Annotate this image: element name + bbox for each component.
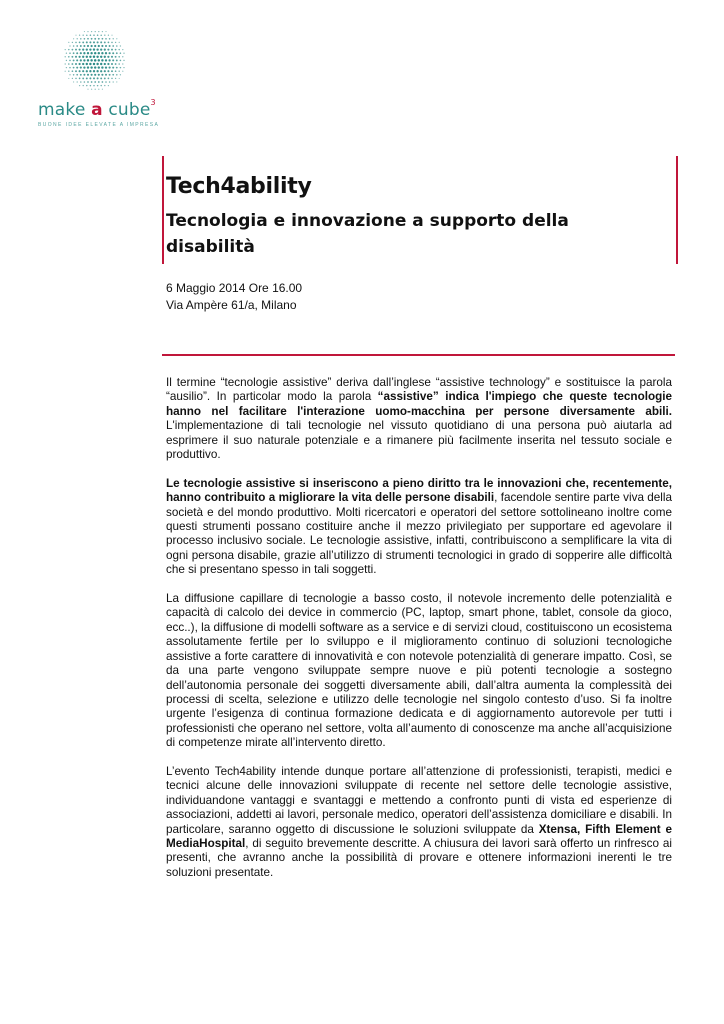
text-run: , di seguito brevemente descritte. A chiusura dei lavori sarà offerto un rinfresco ai presenti, che avranno anche la possibilità di provare e ottenere informazioni inerenti le tre soluzioni presentate. (166, 836, 672, 879)
text-run: Xtensa, Fifth Element e MediaHospital (166, 822, 673, 850)
logo-tagline: BUONE IDEE ELEVATE A IMPRESA (38, 122, 160, 128)
logo-brand-suffix: cube (102, 100, 151, 120)
company-logo (34, 26, 174, 136)
page-title: Tech4ability (166, 174, 312, 199)
body-paragraph-3 (166, 592, 672, 750)
document-body (166, 376, 672, 895)
body-paragraph-1 (166, 376, 672, 462)
text-run: “assistive” indica l'impiego che queste tecnologie hanno nel facilitare l'interazione uomo-macchina per persone diversamente abili. (166, 390, 672, 418)
dotted-sphere-icon (54, 26, 134, 98)
body-paragraph-2 (166, 477, 672, 578)
logo-brand-sup: 3 (150, 98, 156, 107)
text-run: Le tecnologie assistive si inseriscono a pieno diritto tra le innovazioni che, recentemente, hanno contribuito a migliorare la vita delle persone disabili (166, 476, 672, 505)
text-run: La diffusione capillare di tecnologie a basso costo, il notevole incremento delle potenzialità e capacità di calcolo dei device in commercio (PC, laptop, smart phone, tablet, console da gioco, ecc..), la diffusione di modelli software as a service e di servizi cloud, costituiscono un ecosistema assolutamente fertile per lo sviluppo e il miglioramento continuo di soluzioni tecnologiche assistive a forte carattere di innovatività e con notevole potenzialità di generare impatto. Così, se da una parte vengono sviluppate sempre nuove e più potenti tecnologie a sostegno dell’autonomia personale dei soggetti diversamente abili, dall’altra aumenta la complessità dei processi di scelta, selezione e utilizzo delle tecnologie nel singolo contesto d’uso. Si fa inoltre urgente l’esigenza di continua formazione dedicata e di aggiornamento autorevole per tutti i professionisti che operano nel settore, volta all’aumento di conoscenze ma anche all’acquisizione di competenze mirate all’intervento diretto. (166, 592, 672, 750)
title-rule-right (676, 156, 678, 264)
logo-brand-a: a (91, 100, 103, 120)
text-run: L’evento Tech4ability intende dunque portare all’attenzione di professionisti, terapisti, medici e tecnici alcune delle innovazioni sviluppate di recente nel settore delle tecnologie assistive, individuandone vantaggi e svantaggi e mettendo a confronto punti di vista ed esperienze di associazioni, addetti ai lavori, personale medico, operatori dell’assistenza domiciliare e disabili. In particolare, saranno oggetto di discussione le soluzioni sviluppate da (166, 764, 672, 836)
text-run: L'implementazione di tali tecnologie nel vissuto quotidiano di una persona può aiutarla ad esprimere il suo naturale potenziale e a rimanere più facilmente inserita nel tessuto sociale e produttivo. (166, 419, 672, 462)
text-run: , facendole sentire parte viva della società e del mondo produttivo. Molti ricercatori e operatori del settore sottolineano inoltre come questi strumenti possano costituire anche il mezzo privilegiato per supportare ed agevolare il processo inclusivo sociale. Le tecnologie assistive, infatti, contribuiscono a semplificare la vita di ogni persona disabile, grazie all’utilizzo di strumenti tecnologici in grado di sopperire alle difficoltà che si presentano spesso in tali soggetti. (166, 491, 672, 577)
event-date-time: 6 Maggio 2014 Ore 16.00 (166, 281, 303, 295)
page-subtitle: Tecnologia e innovazione a supporto della disabilità (166, 211, 569, 257)
event-details (166, 280, 302, 314)
section-divider (162, 354, 675, 356)
logo-brand-prefix: make (38, 100, 92, 120)
title-rule-left (162, 156, 164, 264)
text-run: Il termine “tecnologie assistive” deriva dall’inglese “assistive technology” e sostituisce la parola “ausilio”. In particolar modo la parola (166, 376, 672, 404)
logo-wordmark (38, 100, 156, 120)
body-paragraph-4 (166, 765, 672, 880)
event-address: Via Ampère 61/a, Milano (166, 298, 297, 312)
title-block (162, 156, 678, 264)
